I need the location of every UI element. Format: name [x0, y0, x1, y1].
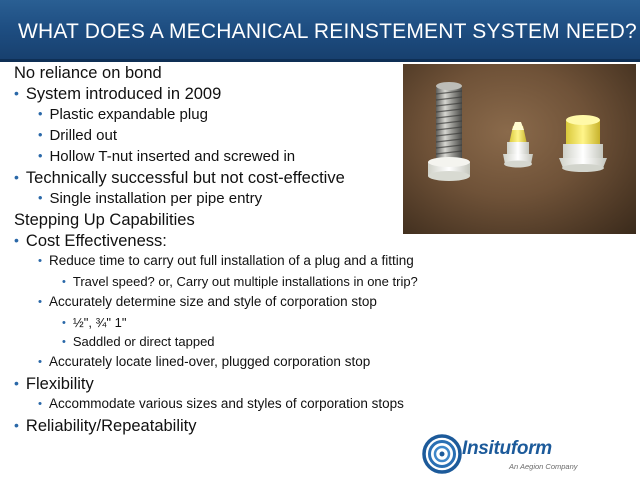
bullet-dot-icon: •: [38, 397, 43, 410]
bullet-dot-icon: •: [38, 355, 43, 368]
bullet-line: [62, 274, 418, 289]
bullet-line: [14, 211, 195, 230]
bullet-text: Reduce time to carry out full installation of a plug and a fitting: [49, 253, 414, 268]
product-photo: [403, 64, 636, 234]
bullet-dot-icon: •: [14, 374, 19, 391]
plugs-photo-illustration: [403, 64, 636, 234]
bullet-line: [38, 190, 262, 207]
bullet-dot-icon: •: [14, 85, 19, 101]
bullet-text: Saddled or direct tapped: [72, 334, 215, 349]
bullet-dot-icon: •: [38, 295, 43, 308]
bullet-line: [38, 294, 377, 309]
bullet-dot-icon: •: [38, 148, 43, 163]
metal-bolt-shape: [428, 82, 470, 181]
bullet-text: Travel speed? or, Carry out multiple installations in one trip?: [72, 274, 418, 289]
slide-title: WHAT DOES A MECHANICAL REINSTEMENT SYSTEM NEED?: [18, 20, 637, 43]
bullet-text: System introduced in 2009: [25, 85, 222, 103]
bullet-dot-icon: •: [62, 276, 66, 288]
bullet-line: [38, 253, 414, 268]
insituform-swirl-icon: [422, 434, 462, 474]
bullet-text: Technically successful but not cost-effective: [25, 169, 345, 187]
bullet-text: Cost Effectiveness:: [25, 232, 167, 250]
bullet-dot-icon: •: [14, 232, 19, 248]
bullet-line: [38, 396, 404, 411]
bullet-text: Accurately locate lined-over, plugged corporation stop: [49, 353, 371, 369]
bullet-line: [14, 232, 167, 251]
brand-name: Insituform: [462, 438, 552, 459]
bullet-text: Stepping Up Capabilities: [14, 211, 195, 229]
bullet-line: [14, 375, 94, 394]
bullet-dot-icon: •: [14, 169, 19, 185]
bullet-dot-icon: •: [38, 190, 43, 205]
footer-logo: [422, 432, 638, 478]
bullet-dot-icon: •: [62, 316, 66, 329]
brand-tagline: An Aegion Company: [509, 462, 578, 471]
bullet-line: [38, 106, 208, 123]
small-plug-shape: [503, 122, 533, 168]
bullet-dot-icon: •: [38, 255, 43, 267]
bullet-text: Plastic expandable plug: [49, 106, 208, 123]
bullet-line: [14, 169, 345, 188]
bullet-text: ½", ¾" 1": [72, 314, 127, 330]
bullet-text: Drilled out: [49, 127, 117, 144]
bullet-line: [14, 85, 221, 104]
yellow-plug-shape: [559, 115, 607, 172]
bullet-text: Accommodate various sizes and styles of corporation stops: [49, 395, 404, 411]
bullet-line: [38, 148, 295, 165]
bullet-text: Hollow T-nut inserted and screwed in: [49, 148, 296, 165]
bullet-dot-icon: •: [38, 106, 43, 121]
bullet-text: Single installation per pipe entry: [49, 190, 263, 207]
bullet-dot-icon: •: [38, 127, 43, 142]
bullet-line: [38, 127, 117, 144]
bullet-dot-icon: •: [14, 416, 19, 433]
bullet-line: [62, 315, 126, 330]
bullet-text: No reliance on bond: [14, 64, 162, 82]
title-divider: [0, 59, 640, 62]
bullet-line: [38, 354, 370, 369]
bullet-text: Flexibility: [25, 374, 94, 393]
bullet-line: [62, 334, 215, 349]
bullet-dot-icon: •: [62, 336, 66, 348]
bullet-text: Reliability/Repeatability: [25, 416, 197, 435]
bullet-line: [14, 417, 197, 436]
bullet-text: Accurately determine size and style of corporation stop: [49, 293, 377, 309]
bullet-line: [14, 64, 162, 83]
